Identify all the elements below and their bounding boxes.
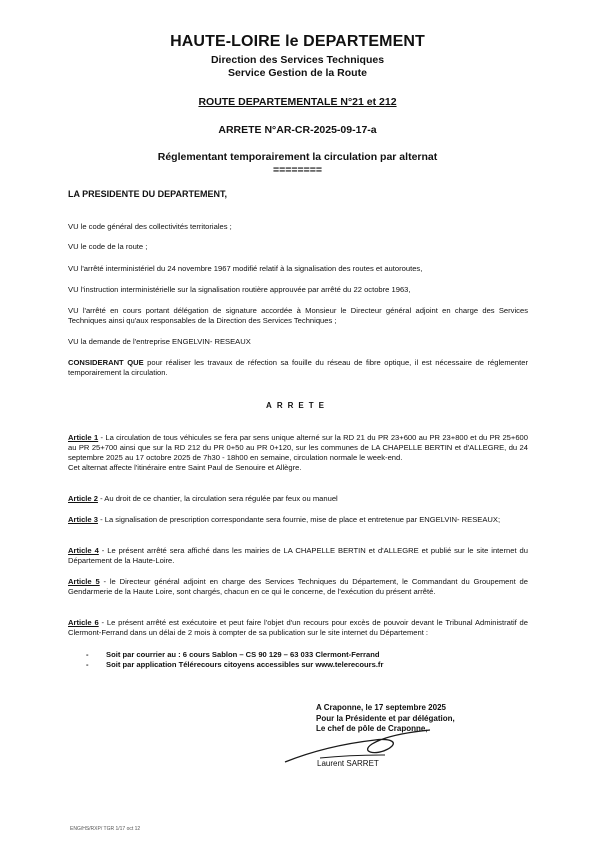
article-3	[68, 515, 528, 525]
article-6-label: Article 6	[68, 618, 99, 627]
recourse-list	[86, 650, 526, 670]
subject	[0, 151, 595, 177]
signer-name: Laurent SARRET	[317, 759, 379, 768]
arrete-number: ARRETE N°AR-CR-2025-09-17-a	[218, 124, 377, 136]
visa-1: VU le code général des collectivités territoriales ;	[68, 222, 232, 231]
article-2-text: - Au droit de ce chantier, la circulation sera régulée par feux ou manuel	[97, 494, 338, 503]
article-1-label: Article 1	[68, 433, 99, 442]
visa-4: VU l'instruction interministérielle sur la signalisation routière approuvée par arrêté du 22 octobre 1963,	[68, 285, 411, 294]
subject-text: Réglementant temporairement la circulation par alternat	[157, 151, 438, 163]
article-2-label: Article 2	[68, 494, 98, 503]
article-4	[68, 546, 528, 566]
department-title: HAUTE-LOIRE le DEPARTEMENT	[170, 33, 425, 50]
recourse-online: - Soit par application Télérecours citoyens accessibles sur www.telerecours.fr	[86, 660, 526, 670]
department-subtitle	[0, 54, 595, 79]
visa-6: VU la demande de l'entreprise ENGELVIN- RESEAUX	[68, 337, 251, 346]
article-2	[68, 494, 528, 504]
route-title: ROUTE DEPARTEMENTALE N°21 et 212	[198, 96, 397, 108]
service-name: Service Gestion de la Route	[228, 66, 367, 79]
arrete-heading: ARRETE	[266, 401, 329, 410]
article-3-text: - La signalisation de prescription correspondante sera fournie, mise de place et entretenue par ENGELVIN- RESEAUX;	[97, 515, 501, 524]
article-5-text: - le Directeur général adjoint en charge des Services Techniques du Département, le Commandant du Groupement de Gendarmerie de la Haute Loire, sont chargés, chacun en ce qui le concerne, de l'exécution du présent arrêté.	[68, 577, 528, 596]
article-4-label: Article 4	[68, 546, 99, 555]
article-6-text: - Le présent arrêté est exécutoire et peut faire l'objet d'un recours pour excès de pouvoir devant le Tribunal Administratif de Clermont-Ferrand dans un délai de 2 mois à compter de sa publication sur le site internet du Département :	[68, 618, 529, 637]
president-heading: LA PRESIDENTE DU DEPARTEMENT,	[68, 189, 228, 199]
subject-rule: ========	[272, 164, 323, 176]
footer-reference: ENG/HS/RXP/ TGR 1/17 oct 12	[70, 826, 141, 832]
article-1-text: - La circulation de tous véhicules se fera par sens unique alterné sur la RD 21 du PR 23+600 au PR 23+800 et du PR 25+600 au PR 25+700 ainsi que sur la RD 212 du PR 0+50 au PR 0+120, sur les communes de LA CHAPELLE BERTIN et d'ALLEGRE, du 24 septembre 2025 au 17 octobre 2025 de 7h30 - 18h00 en semaine, circulation normale le week-end.	[68, 433, 529, 462]
article-5-label: Article 5	[68, 577, 100, 586]
article-3-label: Article 3	[68, 515, 98, 524]
considerant-label: CONSIDERANT QUE	[68, 358, 144, 367]
signature-place-date: A Craponne, le 17 septembre 2025	[316, 703, 446, 712]
article-1	[68, 433, 528, 473]
visa-5: VU l'arrêté en cours portant délégation de signature accordée à Monsieur le Directeur général adjoint en charge des Services Techniques ainsi qu'aux responsables de la Direction des Services Techniques ;	[68, 306, 528, 325]
recourse-mail: - Soit par courrier au : 6 cours Sablon – CS 90 129 – 63 033 Clermont-Ferrand	[86, 650, 526, 660]
considerant	[68, 358, 528, 378]
visa-3: VU l'arrêté interministériel du 24 novembre 1967 modifié relatif à la signalisation des routes et autoroutes,	[68, 264, 423, 273]
considerant-text: pour réaliser les travaux de réfection sa fouille du réseau de fibre optique, il est nécessaire de réglementer temporairement la circulation.	[68, 358, 528, 377]
signature-delegation: Pour la Présidente et par délégation,	[316, 713, 455, 723]
article-1-extra: Cet alternat affecte l'itinéraire entre Saint Paul de Senouire et Allègre.	[68, 463, 302, 472]
article-4-text: - Le présent arrêté sera affiché dans les mairies de LA CHAPELLE BERTIN et d'ALLEGRE et publié sur le site internet du Département de la Haute-Loire.	[68, 546, 528, 565]
signature-role: Le chef de pôle de Craponne,	[316, 724, 428, 733]
visa-2: VU le code de la route ;	[68, 242, 148, 251]
article-6	[68, 618, 528, 638]
direction-name: Direction des Services Techniques	[210, 54, 385, 66]
article-5	[68, 577, 528, 597]
